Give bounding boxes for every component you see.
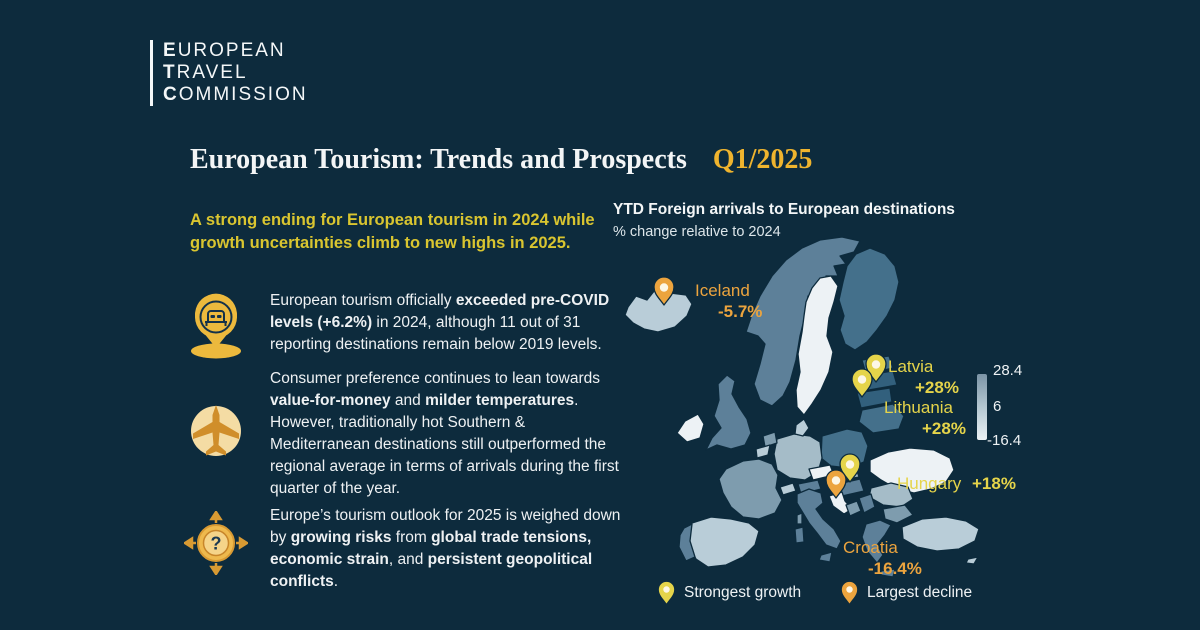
country-switzerland xyxy=(780,483,796,495)
airplane-icon xyxy=(182,368,250,500)
map-subtitle: % change relative to 2024 xyxy=(613,224,781,240)
decline-pin-icon xyxy=(841,580,858,605)
map-label-lithuania xyxy=(884,397,966,440)
country-finland xyxy=(839,248,899,350)
growth-pin-icon xyxy=(658,580,675,605)
label-country: Croatia xyxy=(843,538,898,557)
label-country: Iceland xyxy=(695,281,750,300)
logo-lead-e: E xyxy=(163,40,178,61)
logo-line-travel xyxy=(163,62,308,84)
map-label-croatia xyxy=(843,537,922,580)
logo-rest-travel: RAVEL xyxy=(176,62,248,83)
label-value: +28% xyxy=(915,378,959,398)
color-scale-bar xyxy=(977,374,987,440)
etc-logo xyxy=(150,40,308,106)
title-text: European Tourism: Trends and Prospects xyxy=(190,144,687,175)
label-value: -16.4% xyxy=(868,559,922,579)
map-label-hungary xyxy=(897,473,1016,494)
map-title: YTD Foreign arrivals to European destinations xyxy=(613,201,955,218)
bullet-preferences xyxy=(182,368,622,500)
country-denmark xyxy=(795,419,809,436)
bullet-preferences-text: Consumer preference continues to lean towards value-for-money and milder temperatures. However, traditionally hot Southern & Mediterranean destinations still outperformed the regional average in terms of arrivals during the first quarter of the year. xyxy=(270,370,619,497)
map-label-latvia xyxy=(888,356,959,399)
logo-lead-t: T xyxy=(163,62,177,83)
label-country: Lithuania xyxy=(884,398,954,417)
compass-question-icon xyxy=(182,505,250,593)
island-sardinia xyxy=(795,527,804,543)
bed-location-pin-icon xyxy=(182,290,250,360)
country-france xyxy=(719,459,782,519)
page-title xyxy=(190,144,812,176)
label-country: Latvia xyxy=(888,357,934,376)
title-edition: Q1/2025 xyxy=(712,144,813,175)
logo-line-european xyxy=(163,40,308,62)
intro-statement: A strong ending for European tourism in 2024 while growth uncertainties climb to new highs in 2025. xyxy=(190,211,595,252)
country-bulgaria xyxy=(883,505,913,523)
label-value: +28% xyxy=(922,419,966,439)
map-label-iceland xyxy=(695,280,762,323)
country-ireland xyxy=(677,414,704,442)
color-scale-min: -16.4 xyxy=(987,432,1022,449)
legend-strongest-growth xyxy=(658,580,801,605)
bullet-precovid xyxy=(182,290,622,360)
legend-growth-label: Strongest growth xyxy=(684,583,802,601)
label-value: -5.7% xyxy=(718,302,763,322)
label-value: +18% xyxy=(972,474,1016,493)
bullet-risks xyxy=(182,505,622,593)
country-belgium xyxy=(756,445,770,458)
logo-lead-c: C xyxy=(163,84,179,105)
legend-decline-label: Largest decline xyxy=(867,583,973,601)
bullet-risks-text: Europe’s tourism outlook for 2025 is weighed down by growing risks from global trade tensions, economic strain, and persistent geopolitical conflicts. xyxy=(270,507,621,590)
island-cyprus xyxy=(966,557,978,564)
bullet-precovid-text: European tourism officially exceeded pre-COVID levels (+6.2%) in 2024, although 11 out of 31 reporting destinations remain below 2019 levels. xyxy=(270,292,610,353)
country-spain xyxy=(685,517,759,567)
question-glyph: ? xyxy=(210,533,222,554)
color-scale-max: 28.4 xyxy=(993,362,1023,379)
color-scale-mid: 6 xyxy=(993,398,1002,415)
country-bosnia xyxy=(846,501,861,516)
island-sicily xyxy=(819,552,832,562)
island-corsica xyxy=(797,513,802,524)
legend-largest-decline xyxy=(841,580,972,605)
logo-rest-commission: OMMISSION xyxy=(178,84,308,105)
label-country: Hungary xyxy=(897,474,962,493)
logo-rest-european: UROPEAN xyxy=(177,40,286,61)
logo-line-commission xyxy=(163,84,308,106)
country-united-kingdom xyxy=(706,375,751,450)
